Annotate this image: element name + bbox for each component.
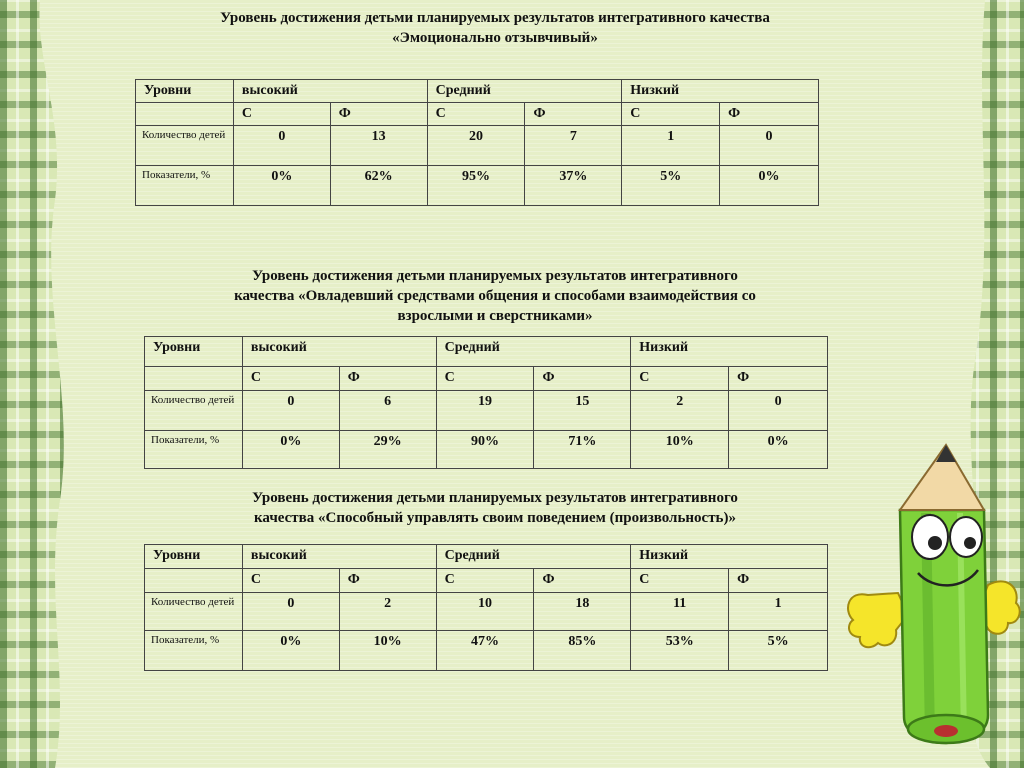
section-2-table: [144, 336, 828, 469]
subheader-s: С: [242, 367, 339, 391]
percent-cell: 10%: [339, 631, 436, 671]
count-cell: 20: [427, 126, 525, 166]
row-label-count: Количество детей: [145, 391, 243, 431]
subheader-f: Ф: [534, 569, 631, 593]
percent-cell: 0%: [242, 631, 339, 671]
header-mid: Средний: [436, 545, 631, 569]
header-low: Низкий: [631, 337, 828, 367]
percent-cell: 62%: [330, 166, 427, 206]
subheader-f: Ф: [339, 569, 436, 593]
percent-cell: 47%: [436, 631, 534, 671]
count-cell: 10: [436, 593, 534, 631]
subheader-s: С: [622, 103, 720, 126]
percent-cell: 37%: [525, 166, 622, 206]
subheader-f: Ф: [525, 103, 622, 126]
header-low: Низкий: [622, 80, 819, 103]
section-1-table: [135, 79, 819, 206]
section-3-title: [150, 488, 840, 528]
row-label-percent: Показатели, %: [145, 631, 243, 671]
count-cell: 18: [534, 593, 631, 631]
count-cell: 0: [233, 126, 330, 166]
header-levels: Уровни: [136, 80, 234, 103]
section-2-title-line1: Уровень достижения детьми планируемых результатов интегративного: [252, 268, 738, 284]
subheader-s: С: [427, 103, 525, 126]
row-label-percent: Показатели, %: [145, 431, 243, 469]
percent-cell: 53%: [631, 631, 729, 671]
count-cell: 0: [242, 593, 339, 631]
subheader-f: Ф: [729, 569, 828, 593]
percent-cell: 10%: [631, 431, 729, 469]
percent-cell: 0%: [233, 166, 330, 206]
percent-cell: 0%: [242, 431, 339, 469]
count-cell: 11: [631, 593, 729, 631]
subheader-f: Ф: [339, 367, 436, 391]
header-low: Низкий: [631, 545, 828, 569]
subheader-f: Ф: [330, 103, 427, 126]
section-3-title-line2: качества «Способный управлять своим поведением (произвольность)»: [254, 510, 736, 526]
section-1-title-line2: «Эмоционально отзывчивый»: [392, 30, 598, 46]
count-cell: 0: [729, 391, 828, 431]
header-high: высокий: [242, 337, 436, 367]
count-cell: 2: [631, 391, 729, 431]
subheader-s: С: [436, 569, 534, 593]
section-3-table: [144, 544, 828, 671]
percent-cell: 71%: [534, 431, 631, 469]
percent-cell: 5%: [622, 166, 720, 206]
subheader-f: Ф: [720, 103, 819, 126]
section-2-title-line2: качества «Овладевший средствами общения и способами взаимодействия со: [234, 288, 756, 304]
count-cell: 0: [242, 391, 339, 431]
subheader-s: С: [233, 103, 330, 126]
percent-cell: 90%: [436, 431, 534, 469]
count-cell: 13: [330, 126, 427, 166]
count-cell: 15: [534, 391, 631, 431]
subheader-s: С: [631, 569, 729, 593]
header-levels: Уровни: [145, 545, 243, 569]
section-2-title: [150, 266, 840, 326]
section-1-title: [150, 8, 840, 48]
section-3-title-line1: Уровень достижения детьми планируемых результатов интегративного: [252, 490, 738, 506]
header-mid: Средний: [427, 80, 622, 103]
subheader-empty: [145, 569, 243, 593]
percent-cell: 29%: [339, 431, 436, 469]
percent-cell: 0%: [720, 166, 819, 206]
count-cell: 2: [339, 593, 436, 631]
header-high: высокий: [242, 545, 436, 569]
row-label-count: Количество детей: [145, 593, 243, 631]
subheader-f: Ф: [534, 367, 631, 391]
subheader-s: С: [242, 569, 339, 593]
subheader-s: С: [436, 367, 534, 391]
subheader-s: С: [631, 367, 729, 391]
subheader-empty: [136, 103, 234, 126]
count-cell: 1: [622, 126, 720, 166]
percent-cell: 95%: [427, 166, 525, 206]
percent-cell: 85%: [534, 631, 631, 671]
header-high: высокий: [233, 80, 427, 103]
section-2-title-line3: взрослыми и сверстниками»: [397, 308, 593, 324]
left-glove-icon: [848, 593, 908, 647]
row-label-percent: Показатели, %: [136, 166, 234, 206]
count-cell: 1: [729, 593, 828, 631]
subheader-f: Ф: [729, 367, 828, 391]
header-mid: Средний: [436, 337, 631, 367]
percent-cell: 5%: [729, 631, 828, 671]
section-1-title-line1: Уровень достижения детьми планируемых результатов интегративного качества: [220, 10, 770, 26]
count-cell: 6: [339, 391, 436, 431]
subheader-empty: [145, 367, 243, 391]
percent-cell: 0%: [729, 431, 828, 469]
count-cell: 7: [525, 126, 622, 166]
header-levels: Уровни: [145, 337, 243, 367]
row-label-count: Количество детей: [136, 126, 234, 166]
pencil-body: [900, 445, 988, 743]
count-cell: 19: [436, 391, 534, 431]
count-cell: 0: [720, 126, 819, 166]
pencil-character-illustration: [838, 425, 1024, 768]
